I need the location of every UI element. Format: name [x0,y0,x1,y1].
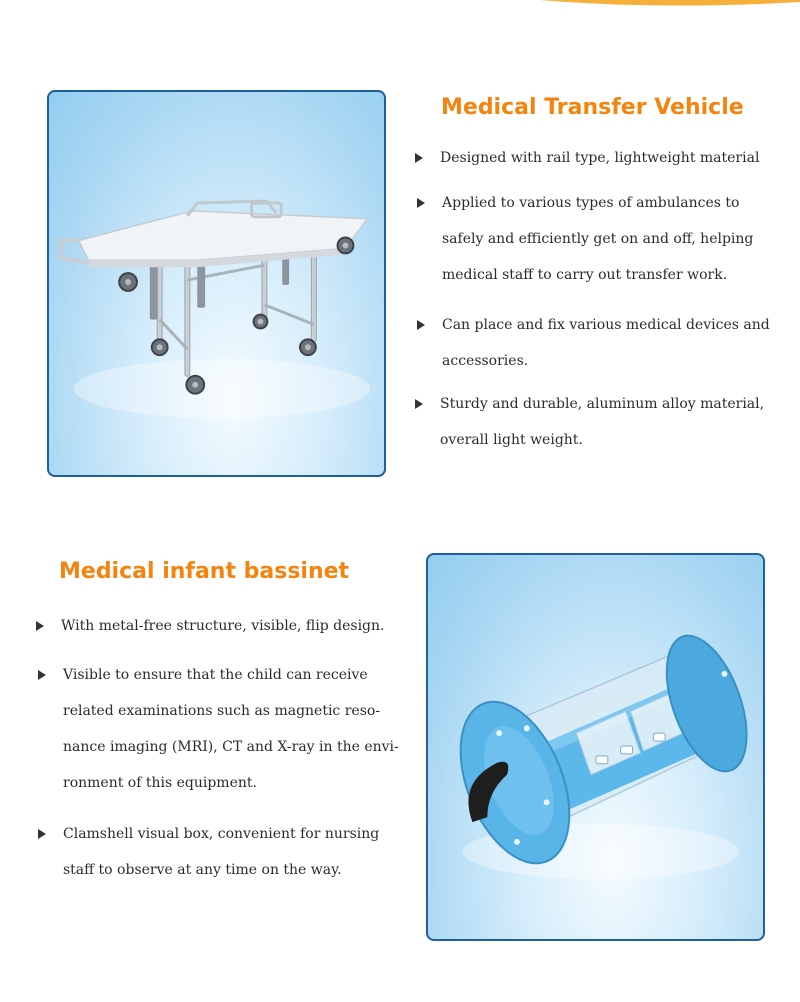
bullet-item [417,307,787,379]
bullet-item [415,386,785,458]
stretcher-illustration [49,92,384,475]
bullet-line: nance imaging (MRI), CT and X-ray in the envi- [63,739,399,755]
bullet-line: Designed with rail type, lightweight material [440,150,760,166]
section-title-transfer-vehicle: Medical Transfer Vehicle [441,95,744,120]
bullet-item [36,608,406,644]
bullet-line: accessories. [442,353,529,369]
bullet-line: Can place and fix various medical devices and [442,317,770,333]
bullet-line: Applied to various types of ambulances to [442,195,740,211]
transfer-vehicle-image [47,90,386,477]
bullet-line: safely and efficiently get on and off, helping [442,231,754,247]
bullet-triangle-icon [417,198,425,208]
bullet-triangle-icon [415,399,423,409]
bassinet-illustration [428,555,763,939]
bullet-line: ronment of this equipment. [63,775,257,791]
bullet-item [38,657,408,801]
bullet-line: With metal-free structure, visible, flip design. [61,618,385,634]
bullet-line: Clamshell visual box, convenient for nursing [63,826,380,842]
bullet-triangle-icon [417,320,425,330]
bullet-line: staff to observe at any time on the way. [63,862,342,878]
corner-decoration [540,0,800,8]
section-title-infant-bassinet: Medical infant bassinet [59,559,350,584]
bullet-triangle-icon [38,670,46,680]
bullet-triangle-icon [38,829,46,839]
bullet-line: medical staff to carry out transfer work. [442,267,728,283]
bullet-line: Sturdy and durable, aluminum alloy material, [440,396,765,412]
bullet-triangle-icon [415,153,423,163]
bullet-item [38,816,408,888]
bullet-item [415,140,785,176]
bullet-line: related examinations such as magnetic reso- [63,703,381,719]
bullet-line: Visible to ensure that the child can receive [63,667,368,683]
bullet-item [417,185,787,293]
infant-bassinet-image [426,553,765,941]
bullet-triangle-icon [36,621,44,631]
bullet-line: overall light weight. [440,432,583,448]
